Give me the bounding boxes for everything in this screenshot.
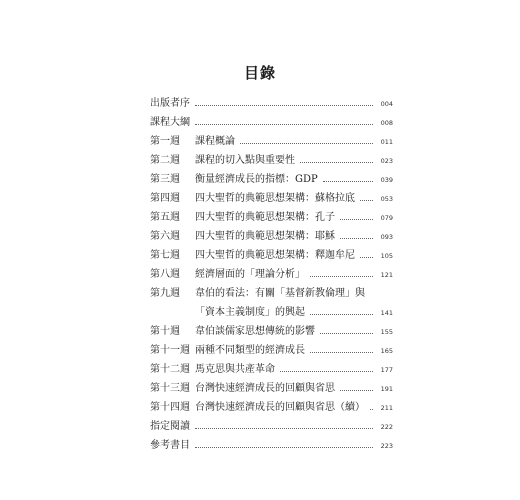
toc-entry[interactable] bbox=[150, 362, 393, 378]
toc-entry[interactable] bbox=[150, 419, 393, 435]
toc-week-label: 第十二週 bbox=[150, 364, 190, 375]
toc-entry-title: 四大聖哲的典範思想架構：釋迦牟尼 bbox=[195, 250, 355, 261]
toc-dot-leader bbox=[370, 409, 373, 410]
toc-entry-title: 衡量經濟成長的指標：GDP bbox=[195, 174, 318, 185]
toc-entry[interactable] bbox=[150, 153, 393, 169]
toc-entry-title: 台灣快速經濟成長的回顧與省思（續） bbox=[195, 402, 365, 413]
toc-dot-leader bbox=[240, 143, 373, 144]
toc-entry-title: 課程大綱 bbox=[150, 117, 190, 128]
toc-entry-title: 經濟層面的「理論分析」 bbox=[195, 269, 305, 280]
toc-entry[interactable] bbox=[150, 229, 393, 245]
toc-dot-leader bbox=[310, 352, 373, 353]
toc-entry-title: 兩種不同類型的經濟成長 bbox=[195, 345, 305, 356]
toc-entry-title: 韋伯談儒家思想傳統的影響 bbox=[195, 326, 315, 337]
toc-week-label: 第八週 bbox=[150, 269, 180, 280]
toc-entry[interactable] bbox=[150, 286, 393, 302]
toc-dot-leader bbox=[320, 333, 373, 334]
toc-page-number: 141 bbox=[380, 309, 393, 317]
toc-entry-title: 馬克思與共產革命 bbox=[195, 364, 275, 375]
toc-page-number: 211 bbox=[380, 404, 393, 412]
toc-entry-title: 四大聖哲的典範思想架構：耶穌 bbox=[195, 231, 335, 242]
toc-week-label: 第七週 bbox=[150, 250, 180, 261]
toc-entry-title: 四大聖哲的典範思想架構：孔子 bbox=[195, 212, 335, 223]
toc-week-label: 第一週 bbox=[150, 136, 180, 147]
toc-page-number: 222 bbox=[380, 423, 393, 431]
toc-dot-leader bbox=[195, 105, 373, 106]
toc-week-label: 第九週 bbox=[150, 288, 180, 299]
toc-page-number: 165 bbox=[380, 347, 393, 355]
toc-page-number: 039 bbox=[380, 176, 393, 184]
toc-entry[interactable] bbox=[150, 343, 393, 359]
toc-entry[interactable] bbox=[150, 267, 393, 283]
toc-entry-title: 課程的切入點與重要性 bbox=[195, 155, 295, 166]
toc-week-label: 第十週 bbox=[150, 326, 180, 337]
toc-page-number: 053 bbox=[380, 195, 393, 203]
toc-entry-title: 指定閱讀 bbox=[150, 421, 190, 432]
toc-entry[interactable] bbox=[150, 191, 393, 207]
toc-dot-leader bbox=[195, 428, 373, 429]
toc-week-label: 第十三週 bbox=[150, 383, 190, 394]
toc-dot-leader bbox=[360, 257, 373, 258]
toc-dot-leader bbox=[360, 200, 373, 201]
toc-week-label: 第十四週 bbox=[150, 402, 190, 413]
toc-page-number: 105 bbox=[380, 252, 393, 260]
toc-week-label: 第三週 bbox=[150, 174, 180, 185]
toc-dot-leader bbox=[195, 124, 373, 125]
toc-page-number: 155 bbox=[380, 328, 393, 336]
toc-entry[interactable] bbox=[150, 134, 393, 150]
toc-week-label: 第二週 bbox=[150, 155, 180, 166]
toc-dot-leader bbox=[323, 181, 373, 182]
toc-page-number: 191 bbox=[380, 385, 393, 393]
toc-dot-leader bbox=[280, 371, 373, 372]
toc-entry-title: 台灣快速經濟成長的回顧與省思 bbox=[195, 383, 335, 394]
toc-dot-leader bbox=[340, 238, 373, 239]
toc-dot-leader bbox=[340, 390, 373, 391]
toc-week-label: 第五週 bbox=[150, 212, 180, 223]
toc-entry-title: 出版者序 bbox=[150, 98, 190, 109]
toc-week-label: 第四週 bbox=[150, 193, 180, 204]
toc-page-number: 023 bbox=[380, 157, 393, 165]
toc-entry[interactable] bbox=[150, 115, 393, 131]
toc-dot-leader bbox=[310, 276, 373, 277]
toc-entry-title: 課程概論 bbox=[195, 136, 235, 147]
toc-page-number: 093 bbox=[380, 233, 393, 241]
toc-entry-title: 四大聖哲的典範思想架構：蘇格拉底 bbox=[195, 193, 355, 204]
toc-entry-title: 韋伯的看法：有關「基督新教倫理」與 bbox=[195, 288, 365, 299]
toc-dot-leader bbox=[310, 314, 373, 315]
toc-entry[interactable] bbox=[150, 248, 393, 264]
toc-entry[interactable] bbox=[150, 400, 393, 416]
toc-dot-leader bbox=[195, 447, 373, 448]
toc-entry[interactable] bbox=[150, 172, 393, 188]
toc-page-number: 121 bbox=[380, 271, 393, 279]
toc-dot-leader bbox=[300, 162, 373, 163]
toc-week-label: 第六週 bbox=[150, 231, 180, 242]
toc-entry[interactable] bbox=[150, 96, 393, 112]
toc-page-number: 079 bbox=[380, 214, 393, 222]
toc-entry[interactable] bbox=[150, 305, 393, 321]
toc-week-label: 第十一週 bbox=[150, 345, 190, 356]
toc-entry-title: 「資本主義制度」的興起 bbox=[195, 307, 305, 318]
toc-page-number: 223 bbox=[380, 442, 393, 450]
toc-entry[interactable] bbox=[150, 438, 393, 454]
page-title: 目錄 bbox=[243, 64, 276, 82]
toc-dot-leader bbox=[340, 219, 373, 220]
toc-page-number: 011 bbox=[380, 138, 393, 146]
toc-entry[interactable] bbox=[150, 381, 393, 397]
toc-entry-title: 參考書目 bbox=[150, 440, 190, 451]
toc-entry[interactable] bbox=[150, 324, 393, 340]
toc-page-number: 008 bbox=[380, 119, 393, 127]
toc-page-number: 177 bbox=[380, 366, 393, 374]
toc-page-number: 004 bbox=[380, 100, 393, 108]
toc-entry[interactable] bbox=[150, 210, 393, 226]
